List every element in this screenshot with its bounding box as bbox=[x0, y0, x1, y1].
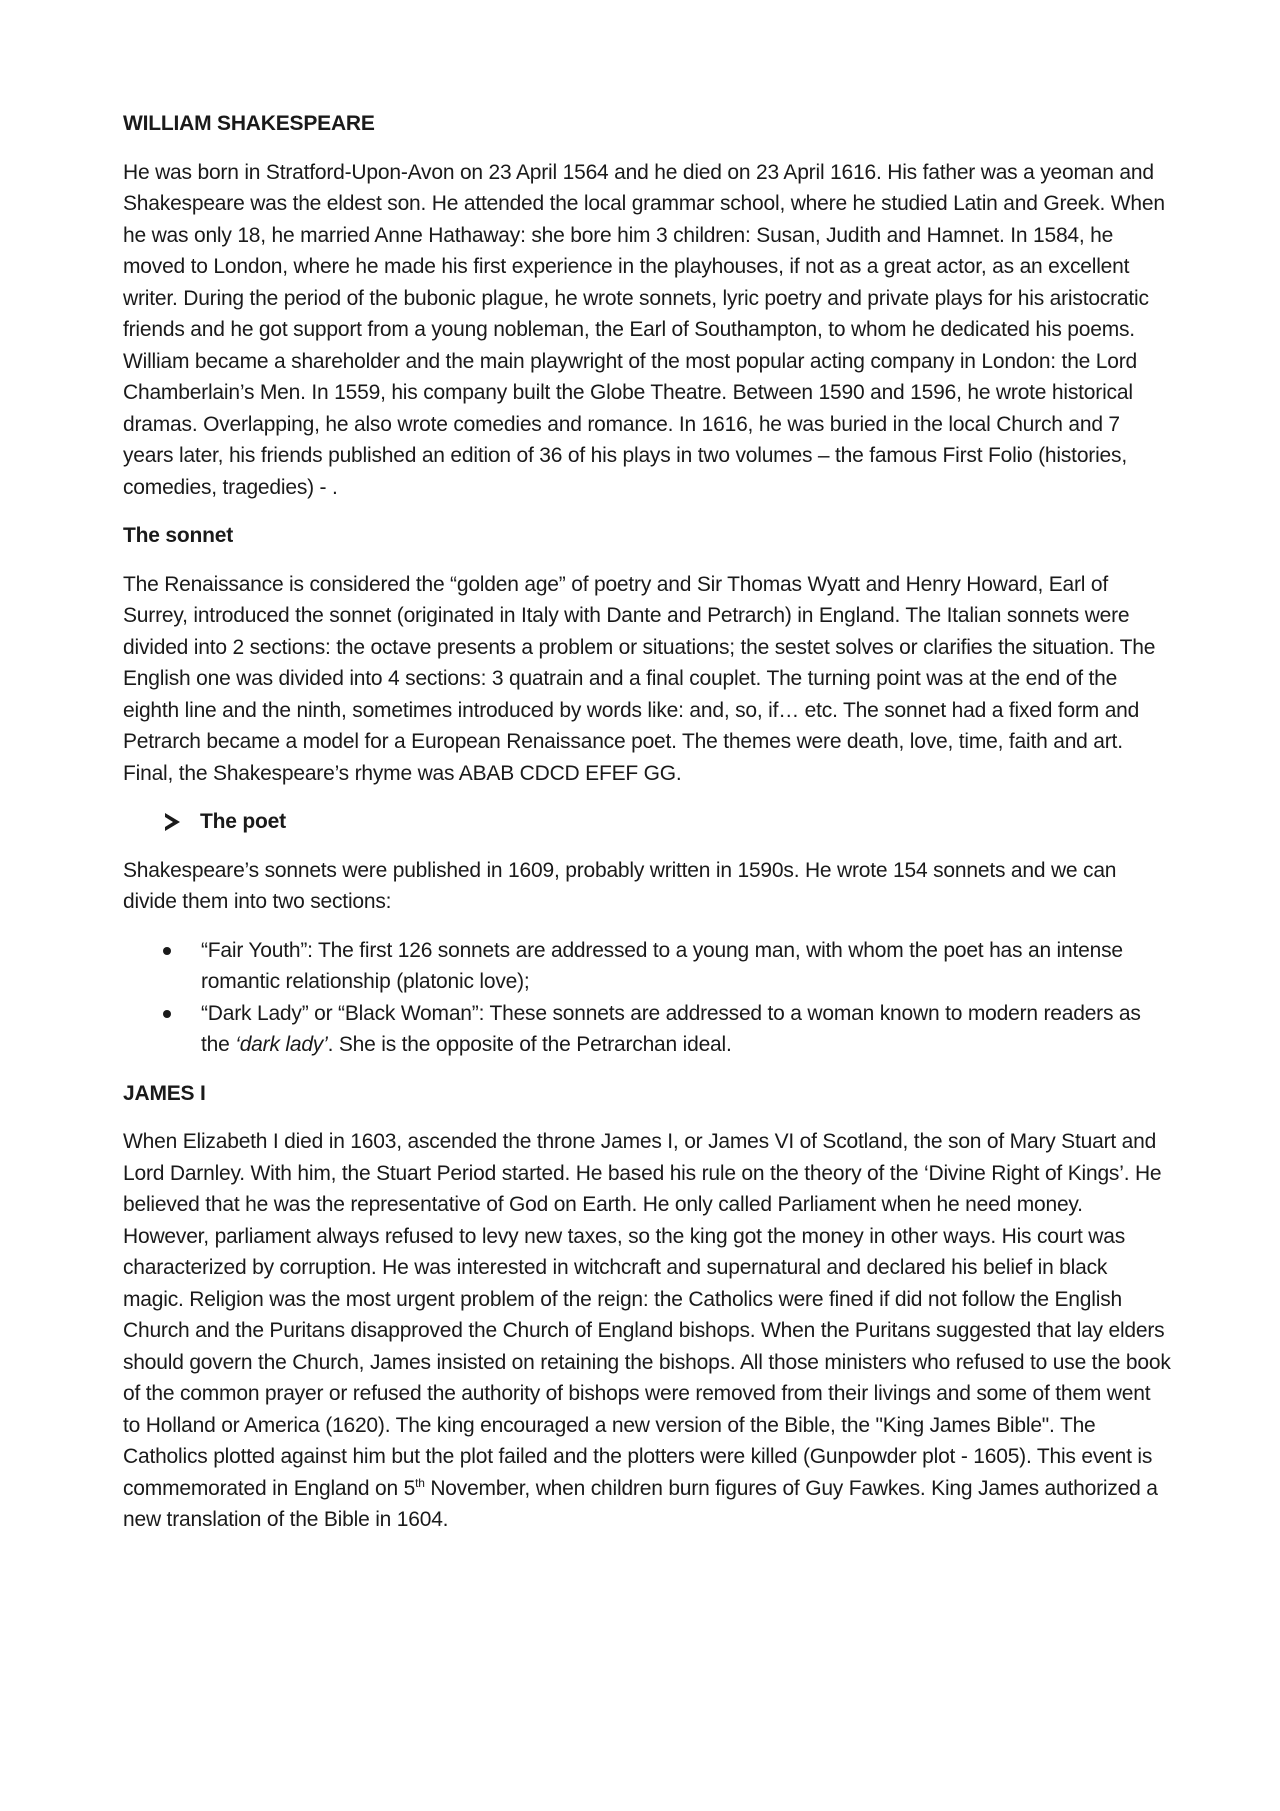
paragraph-james-part2: November, when children burn figures of Guy Fawkes. King James authorized a new translation of the Bible in 1604. bbox=[123, 1476, 1158, 1531]
sonnet-sections-list bbox=[123, 935, 1173, 1061]
list-item-text-italic: ‘dark lady’ bbox=[235, 1033, 328, 1056]
arrow-bullet-icon bbox=[165, 813, 180, 831]
list-item-text-before: “Dark Lady” or “Black Woman”: These sonnets are addressed to a woman known to modern readers as the bbox=[201, 1001, 1141, 1056]
section-title-shakespeare: WILLIAM SHAKESPEARE bbox=[123, 112, 375, 135]
section-title-james: JAMES I bbox=[123, 1081, 206, 1105]
paragraph-shakespeare-bio: He was born in Stratford-Upon-Avon on 23 April 1564 and he died on 23 April 1616. His father was a yeoman and Shakespeare was the eldest son. He attended the local grammar school, where he studied Latin and Greek. When he was only 18, he married Anne Hathaway: she bore him 3 children: Susan, Judith and Hamnet. In 1584, he moved to London, where he made his first experience in the playhouses, if not as a great actor, as an excellent writer. During the period of the bubonic plague, he wrote sonnets, lyric poetry and private plays for his aristocratic friends and he got support from a young nobleman, the Earl of Southampton, to whom he dedicated his poems. William became a shareholder and the main playwright of the most popular acting company in London: the Lord Chamberlain’s Men. In 1559, his company built the Globe Theatre. Between 1590 and 1596, he wrote historical dramas. Overlapping, he also wrote comedies and romance. In 1616, he was buried in the local Church and 7 years later, his friends published an edition of 36 of his plays in two volumes – the famous First Folio (histories, comedies, tragedies) - . bbox=[123, 160, 1165, 499]
list-item-dark-lady bbox=[123, 998, 1173, 1061]
section-title-sonnet: The sonnet bbox=[123, 524, 234, 547]
paragraph-james bbox=[123, 1126, 1173, 1536]
document-page bbox=[123, 108, 1173, 1553]
bullet-dot-icon bbox=[163, 1010, 171, 1018]
date-number: 5 bbox=[403, 1476, 416, 1500]
paragraph-poet: Shakespeare’s sonnets were published in 1609, probably written in 1590s. He wrote 154 sonnets and we can divide them into two sections: bbox=[123, 858, 1117, 913]
list-item-text-after: . She is the opposite of the Petrarchan ideal. bbox=[327, 1033, 732, 1056]
bullet-dot-icon bbox=[163, 947, 171, 955]
paragraph-sonnet: The Renaissance is considered the “golden age” of poetry and Sir Thomas Wyatt and Henry Howard, Earl of Surrey, introduced the sonnet (originated in Italy with Dante and Petrarch) in England. The Italian sonnets were divided into 2 sections: the octave presents a problem or situations; the sestet solves or clarifies the situation. The English one was divided into 4 sections: 3 quatrain and a final couplet. The turning point was at the end of the eighth line and the ninth, sometimes introduced by words like: and, so, if… etc. The sonnet had a fixed form and Petrarch became a model for a European Renaissance poet. The themes were death, love, time, faith and art. Final, the Shakespeare’s rhyme was ABAB CDCD EFEF GG. bbox=[123, 572, 1156, 785]
paragraph-james-part1: When Elizabeth I died in 1603, ascended the throne James I, or James VI of Scotland, the son of Mary Stuart and Lord Darnley. With him, the Stuart Period started. He based his rule on the theory of the ‘Divine Right of Kings’. He believed that he was the representative of God on Earth. He only called Parliament when he need money. However, parliament always refused to levy new taxes, so the king got the money in other ways. His court was characterized by corruption. He was interested in witchcraft and supernatural and declared his belief in black magic. Religion was the most urgent problem of the reign: the Catholics were fined if did not follow the English Church and the Puritans disapproved the Church of England bishops. When the Puritans suggested that lay elders should govern the Church, James insisted on retaining the bishops. All those ministers who refused to use the book of the common prayer or refused the authority of bishops were removed from their livings and some of them went to Holland or America (1620). The king encouraged a new version of the Bible, the "King James Bible". The Catholics plotted against him but the plot failed and the plotters were killed (Gunpowder plot - 1605). This event is commemorated in England on bbox=[123, 1130, 1171, 1500]
list-item-fair-youth bbox=[123, 935, 1173, 998]
subsection-title-poet: The poet bbox=[200, 810, 286, 833]
date-superscript: th bbox=[415, 1475, 425, 1490]
list-item-text: “Fair Youth”: The first 126 sonnets are addressed to a young man, with whom the poet has an intense romantic relationship (platonic love); bbox=[201, 938, 1123, 993]
subsection-heading-poet bbox=[165, 806, 1173, 838]
